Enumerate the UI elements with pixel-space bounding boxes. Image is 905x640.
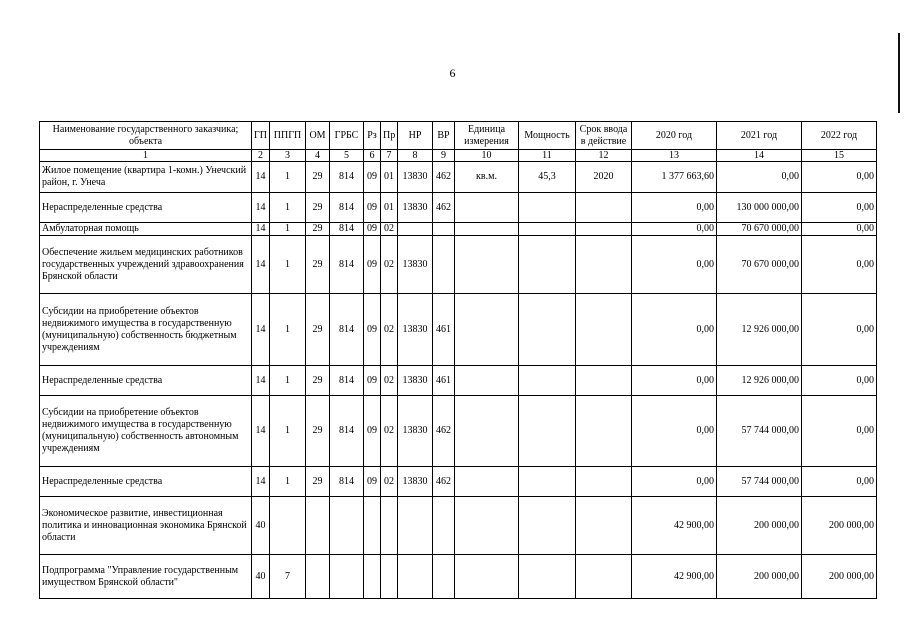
table-cell: 461: [433, 294, 455, 366]
column-number: 12: [576, 150, 632, 162]
table-cell: [455, 396, 519, 467]
column-number: 10: [455, 150, 519, 162]
object-name-cell: Субсидии на приобретение объектов недвижимого имущества в государственную (муниципальную) собственность бюджетным учреждениям: [40, 294, 252, 366]
table-cell: 200 000,00: [717, 555, 802, 599]
table-cell: 0,00: [802, 467, 877, 497]
table-cell: [455, 223, 519, 236]
object-name-cell: Экономическое развитие, инвестиционная политика и инновационная экономика Брянской области: [40, 497, 252, 555]
table-row: [40, 236, 877, 294]
table-cell: [398, 497, 433, 555]
table-cell: [519, 294, 576, 366]
table-cell: 462: [433, 396, 455, 467]
table-cell: 1: [270, 236, 306, 294]
table-cell: 200 000,00: [802, 497, 877, 555]
object-name-cell: Жилое помещение (квартира 1-комн.) Унечский район, г. Унеча: [40, 162, 252, 193]
object-name-cell: Нераспределенные средства: [40, 193, 252, 223]
column-number: 9: [433, 150, 455, 162]
table-cell: 814: [330, 236, 364, 294]
table-cell: 29: [306, 467, 330, 497]
table-cell: [330, 555, 364, 599]
table-cell: 0,00: [632, 236, 717, 294]
table-cell: [306, 555, 330, 599]
table-cell: [455, 366, 519, 396]
table-cell: 13830: [398, 396, 433, 467]
table-cell: [398, 555, 433, 599]
budget-table: [39, 121, 877, 599]
table-cell: [306, 497, 330, 555]
table-cell: 29: [306, 193, 330, 223]
table-cell: 814: [330, 396, 364, 467]
table-cell: [576, 193, 632, 223]
table-cell: 13830: [398, 162, 433, 193]
table-cell: 13830: [398, 193, 433, 223]
page-number: 6: [449, 66, 456, 80]
table-row: [40, 467, 877, 497]
column-number: 3: [270, 150, 306, 162]
table-cell: [519, 366, 576, 396]
table-cell: 14: [252, 294, 270, 366]
table-cell: 461: [433, 366, 455, 396]
column-number: 8: [398, 150, 433, 162]
table-cell: 13830: [398, 294, 433, 366]
table-cell: 29: [306, 294, 330, 366]
table-row: [40, 497, 877, 555]
table-cell: [519, 236, 576, 294]
table-cell: 09: [364, 366, 381, 396]
table-cell: [433, 555, 455, 599]
header-cell: Срок ввода в действие: [576, 122, 632, 150]
table-cell: [576, 366, 632, 396]
table-cell: 42 900,00: [632, 555, 717, 599]
table-cell: 1: [270, 467, 306, 497]
table-cell: 814: [330, 294, 364, 366]
table-row: [40, 294, 877, 366]
table-cell: [455, 555, 519, 599]
table-cell: [364, 555, 381, 599]
table-cell: 01: [381, 193, 398, 223]
table-cell: 0,00: [632, 294, 717, 366]
header-cell: ГРБС: [330, 122, 364, 150]
table-cell: 1 377 663,60: [632, 162, 717, 193]
table-cell: 0,00: [802, 223, 877, 236]
table-cell: 09: [364, 193, 381, 223]
table-cell: [576, 223, 632, 236]
table-cell: 14: [252, 396, 270, 467]
table-cell: 57 744 000,00: [717, 467, 802, 497]
table-cell: [576, 555, 632, 599]
table-cell: 814: [330, 223, 364, 236]
header-cell: Рз: [364, 122, 381, 150]
header-cell: 2022 год: [802, 122, 877, 150]
table-cell: 57 744 000,00: [717, 396, 802, 467]
table-cell: [455, 497, 519, 555]
table-cell: [519, 555, 576, 599]
table-cell: 02: [381, 294, 398, 366]
table-cell: 130 000 000,00: [717, 193, 802, 223]
table-cell: [398, 223, 433, 236]
table-cell: [433, 223, 455, 236]
table-cell: 814: [330, 366, 364, 396]
table-cell: [455, 193, 519, 223]
table-cell: [576, 497, 632, 555]
table-cell: [381, 555, 398, 599]
table-cell: 14: [252, 366, 270, 396]
table-cell: [455, 236, 519, 294]
table-cell: 0,00: [802, 294, 877, 366]
table-cell: 1: [270, 223, 306, 236]
table-cell: [576, 236, 632, 294]
table-cell: [576, 467, 632, 497]
header-cell: НР: [398, 122, 433, 150]
table-cell: 02: [381, 223, 398, 236]
table-cell: 462: [433, 193, 455, 223]
table-cell: 0,00: [802, 396, 877, 467]
table-cell: 1: [270, 193, 306, 223]
table-cell: 45,3: [519, 162, 576, 193]
table-cell: 09: [364, 236, 381, 294]
table-cell: 1: [270, 366, 306, 396]
table-cell: 1: [270, 162, 306, 193]
table-cell: 29: [306, 366, 330, 396]
table-cell: 0,00: [717, 162, 802, 193]
table-cell: 09: [364, 223, 381, 236]
header-cell: 2020 год: [632, 122, 717, 150]
table-cell: 02: [381, 366, 398, 396]
table-row: [40, 555, 877, 599]
object-name-cell: Субсидии на приобретение объектов недвижимого имущества в государственную (муниципальную) собственность автономным учреждениям: [40, 396, 252, 467]
table-cell: 14: [252, 236, 270, 294]
table-cell: 02: [381, 396, 398, 467]
table-cell: 814: [330, 162, 364, 193]
table-cell: [433, 497, 455, 555]
table-cell: 0,00: [802, 366, 877, 396]
table-cell: 40: [252, 497, 270, 555]
table-cell: 200 000,00: [717, 497, 802, 555]
table-cell: 01: [381, 162, 398, 193]
table-cell: 0,00: [632, 366, 717, 396]
column-number: 7: [381, 150, 398, 162]
table-cell: 29: [306, 223, 330, 236]
table-cell: [519, 223, 576, 236]
table-cell: 0,00: [632, 396, 717, 467]
header-cell: Наименование государственного заказчика; объекта: [40, 122, 252, 150]
table-cell: [519, 396, 576, 467]
table-cell: 13830: [398, 366, 433, 396]
table-cell: 70 670 000,00: [717, 236, 802, 294]
table-cell: 0,00: [802, 236, 877, 294]
table-cell: 814: [330, 467, 364, 497]
table-row: [40, 396, 877, 467]
table-row: [40, 193, 877, 223]
table-cell: 09: [364, 467, 381, 497]
column-number: 1: [40, 150, 252, 162]
header-cell: 2021 год: [717, 122, 802, 150]
table-cell: 09: [364, 396, 381, 467]
table-cell: 13830: [398, 236, 433, 294]
header-cell: ППГП: [270, 122, 306, 150]
table-cell: 2020: [576, 162, 632, 193]
table-cell: 29: [306, 162, 330, 193]
table-cell: 29: [306, 236, 330, 294]
column-number: 15: [802, 150, 877, 162]
object-name-cell: Нераспределенные средства: [40, 467, 252, 497]
header-cell: Пр: [381, 122, 398, 150]
table-cell: [381, 497, 398, 555]
header-cell: ВР: [433, 122, 455, 150]
table-cell: 0,00: [802, 162, 877, 193]
table-cell: 29: [306, 396, 330, 467]
table-cell: 13830: [398, 467, 433, 497]
column-number: 6: [364, 150, 381, 162]
table-cell: 14: [252, 223, 270, 236]
object-name-cell: Амбулаторная помощь: [40, 223, 252, 236]
header-cell: ГП: [252, 122, 270, 150]
table-cell: [576, 396, 632, 467]
column-number: 2: [252, 150, 270, 162]
column-number: 4: [306, 150, 330, 162]
table-cell: 200 000,00: [802, 555, 877, 599]
table-cell: 09: [364, 162, 381, 193]
table-cell: 462: [433, 162, 455, 193]
column-number-row: [40, 150, 877, 162]
table-cell: 12 926 000,00: [717, 366, 802, 396]
table-cell: 14: [252, 467, 270, 497]
table-cell: 7: [270, 555, 306, 599]
table-cell: [330, 497, 364, 555]
table-cell: 1: [270, 396, 306, 467]
table-cell: 462: [433, 467, 455, 497]
table-cell: 02: [381, 467, 398, 497]
table-cell: [519, 193, 576, 223]
object-name-cell: Подпрограмма "Управление государственным имуществом Брянской области": [40, 555, 252, 599]
table-cell: [455, 294, 519, 366]
table-row: [40, 162, 877, 193]
table-cell: [519, 467, 576, 497]
table-cell: 70 670 000,00: [717, 223, 802, 236]
table-cell: 0,00: [632, 223, 717, 236]
table-cell: 09: [364, 294, 381, 366]
header-cell: Единица измерения: [455, 122, 519, 150]
table-cell: 14: [252, 162, 270, 193]
column-number: 5: [330, 150, 364, 162]
table-cell: 40: [252, 555, 270, 599]
table-cell: [519, 497, 576, 555]
object-name-cell: Обеспечение жильем медицинских работников государственных учреждений здравоохранения Брянской области: [40, 236, 252, 294]
header-cell: Мощность: [519, 122, 576, 150]
table-cell: 1: [270, 294, 306, 366]
table-cell: [433, 236, 455, 294]
table-cell: [455, 467, 519, 497]
column-number: 14: [717, 150, 802, 162]
table-cell: 12 926 000,00: [717, 294, 802, 366]
header-cell: ОМ: [306, 122, 330, 150]
table-cell: [576, 294, 632, 366]
table-cell: 02: [381, 236, 398, 294]
object-name-cell: Нераспределенные средства: [40, 366, 252, 396]
table-cell: 14: [252, 193, 270, 223]
table-cell: [364, 497, 381, 555]
column-number: 13: [632, 150, 717, 162]
table-row: [40, 223, 877, 236]
table-cell: 0,00: [632, 467, 717, 497]
header-row: [40, 122, 877, 150]
column-number: 11: [519, 150, 576, 162]
table-cell: 0,00: [632, 193, 717, 223]
table-cell: 814: [330, 193, 364, 223]
table-cell: 0,00: [802, 193, 877, 223]
table-row: [40, 366, 877, 396]
table-cell: 42 900,00: [632, 497, 717, 555]
table-cell: [270, 497, 306, 555]
table-cell: кв.м.: [455, 162, 519, 193]
